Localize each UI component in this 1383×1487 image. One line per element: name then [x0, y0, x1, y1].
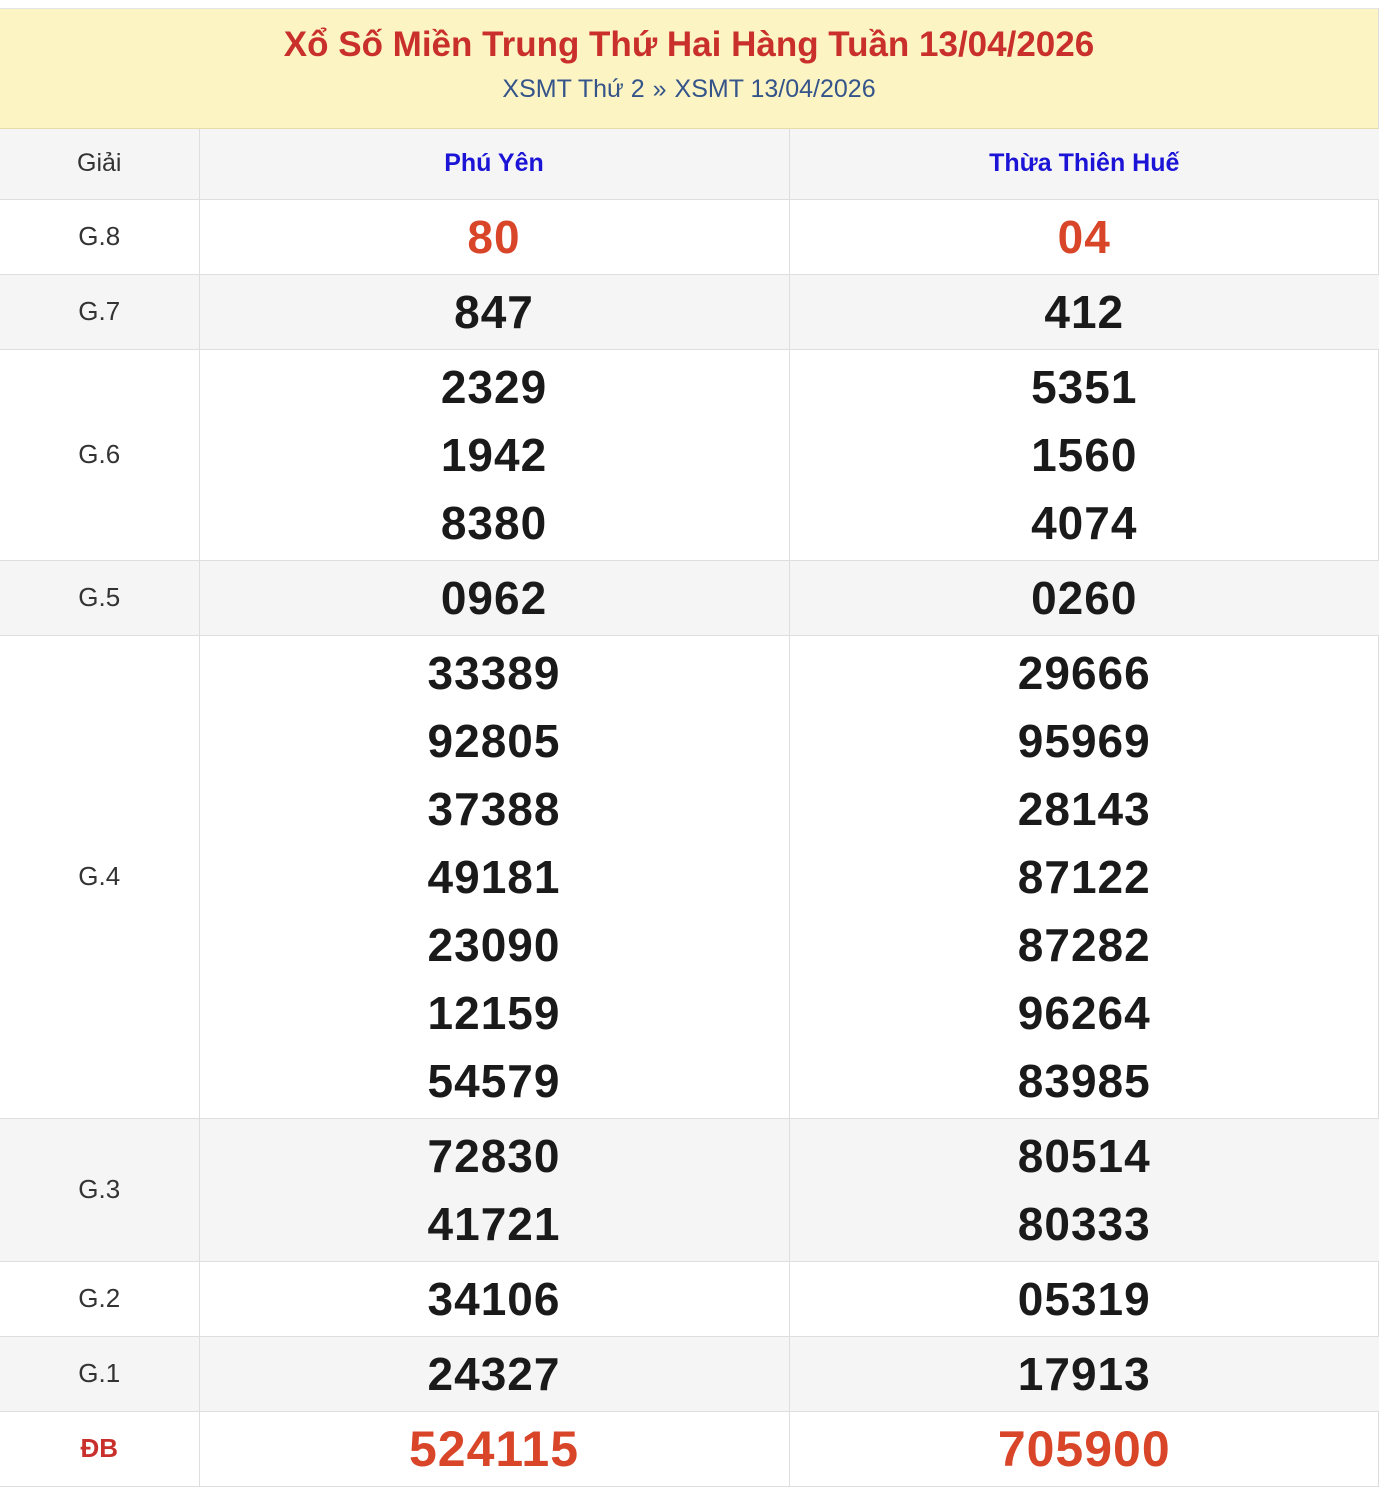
prize-number: 847 — [454, 285, 534, 338]
prize-number: 8380 — [440, 496, 548, 549]
special-prize-number: 705900 — [997, 1420, 1171, 1477]
prize-label: G.4 — [0, 635, 199, 1118]
prize-number: 87122 — [1017, 850, 1151, 903]
prize-cell — [789, 349, 1379, 560]
prize-cell — [199, 560, 789, 635]
prize-number: 0260 — [1031, 571, 1138, 624]
prize-label: G.7 — [0, 274, 199, 349]
prize-row-special — [0, 1411, 1379, 1486]
prize-row-g2 — [0, 1261, 1379, 1336]
prize-number: 412 — [1044, 285, 1125, 338]
prize-number: 1560 — [1031, 428, 1138, 481]
prize-cell — [789, 1336, 1379, 1411]
prize-cell — [199, 274, 789, 349]
prize-cell — [789, 1118, 1379, 1261]
prize-number: 5351 — [1031, 360, 1138, 413]
prize-cell — [199, 635, 789, 1118]
breadcrumb-separator: » — [652, 75, 667, 103]
prize-label: G.6 — [0, 349, 199, 560]
prize-cell — [199, 1261, 789, 1336]
prize-number: 04 — [1057, 210, 1111, 263]
prize-label-special: ĐB — [0, 1411, 199, 1486]
prize-row-g4 — [0, 635, 1379, 1118]
prize-number: 29666 — [1017, 646, 1151, 699]
prize-cell — [789, 274, 1379, 349]
column-header-province[interactable]: Thừa Thiên Huế — [789, 129, 1379, 199]
prize-number: 87282 — [1017, 918, 1151, 971]
breadcrumb-link-date[interactable]: XSMT 13/04/2026 — [674, 75, 876, 103]
prize-number: 28143 — [1017, 782, 1151, 835]
results-header — [0, 9, 1378, 129]
prize-row-g1 — [0, 1336, 1379, 1411]
prize-number: 33389 — [427, 646, 561, 699]
column-header-province[interactable]: Phú Yên — [199, 129, 789, 199]
prize-cell — [789, 635, 1379, 1118]
prize-cell — [199, 199, 789, 274]
prize-number: 4074 — [1031, 496, 1138, 549]
prize-number: 37388 — [427, 782, 561, 835]
table-header-row — [0, 129, 1379, 199]
prize-row-g5 — [0, 560, 1379, 635]
prize-number: 80 — [467, 210, 521, 263]
prize-label: G.1 — [0, 1336, 199, 1411]
prize-cell — [199, 1411, 789, 1486]
prize-cell — [789, 1411, 1379, 1486]
prize-number: 24327 — [427, 1347, 561, 1400]
prize-cell — [789, 560, 1379, 635]
prize-row-g8 — [0, 199, 1379, 274]
prize-number: 83985 — [1017, 1054, 1151, 1107]
prize-number: 92805 — [427, 714, 561, 767]
prize-row-g3 — [0, 1118, 1379, 1261]
prize-label: G.8 — [0, 199, 199, 274]
results-table — [0, 129, 1379, 1487]
page-title: Xổ Số Miền Trung Thứ Hai Hàng Tuần 13/04/2026 — [283, 25, 1095, 64]
prize-number: 2329 — [440, 360, 548, 413]
prize-row-g6 — [0, 349, 1379, 560]
prize-cell — [789, 1261, 1379, 1336]
prize-number: 12159 — [427, 986, 561, 1039]
prize-number: 95969 — [1017, 714, 1151, 767]
prize-number: 54579 — [427, 1054, 561, 1107]
special-prize-number: 524115 — [408, 1420, 580, 1477]
lottery-results-panel — [0, 8, 1379, 1487]
column-header-prize: Giải — [0, 129, 199, 199]
prize-number: 41721 — [427, 1197, 561, 1250]
prize-number: 80514 — [1017, 1129, 1151, 1182]
prize-number: 05319 — [1017, 1272, 1151, 1325]
prize-number: 17913 — [1017, 1347, 1151, 1400]
prize-number: 72830 — [427, 1129, 561, 1182]
prize-label: G.5 — [0, 560, 199, 635]
breadcrumb-link-weekday[interactable]: XSMT Thứ 2 — [502, 75, 645, 103]
prize-number: 80333 — [1017, 1197, 1151, 1250]
prize-cell — [199, 349, 789, 560]
prize-number: 49181 — [427, 850, 561, 903]
prize-number: 0962 — [440, 571, 548, 624]
breadcrumb — [0, 75, 1378, 103]
prize-number: 34106 — [427, 1272, 561, 1325]
prize-cell — [199, 1336, 789, 1411]
prize-cell — [789, 199, 1379, 274]
prize-number: 23090 — [427, 918, 561, 971]
prize-row-g7 — [0, 274, 1379, 349]
prize-cell — [199, 1118, 789, 1261]
prize-label: G.3 — [0, 1118, 199, 1261]
prize-number: 96264 — [1017, 986, 1151, 1039]
prize-number: 1942 — [440, 428, 548, 481]
prize-label: G.2 — [0, 1261, 199, 1336]
